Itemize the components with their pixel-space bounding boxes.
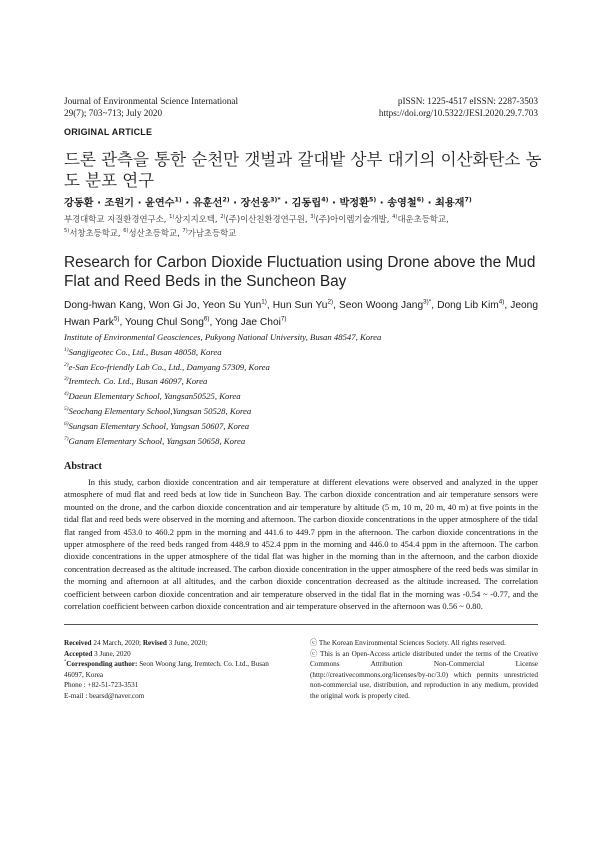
english-affiliation: $^{4)}$Daeun Elementary School, Yangsan50525, Korea (64, 391, 241, 402)
affiliation-mark: 6) (123, 228, 129, 235)
dates-line-2 (64, 649, 288, 660)
english-author: Dong-hwan Kang (64, 300, 143, 311)
korean-title: 드론 관측을 통한 순천만 갯벌과 갈대밭 상부 대기의 이산화탄소 농도 분포 연구 (64, 150, 542, 190)
affiliation-mark: 2) (64, 361, 69, 368)
korean-author: 윤연수$^{1)}$ (145, 196, 182, 209)
affiliation-mark: 6) (64, 420, 69, 427)
korean-author: 송영철$^{6)}$ (387, 196, 425, 209)
affiliation-mark: 1) (64, 346, 69, 353)
author-affiliation-mark: 3)* (270, 196, 281, 204)
author-affiliation-mark: 2) (327, 298, 334, 306)
english-author: Hun Sun Yu$^{2)}$ (272, 298, 334, 311)
email[interactable]: E-mail : bearsd@naver.com (64, 691, 145, 700)
author-affiliation-mark: 6) (203, 315, 210, 323)
journal-info (64, 95, 238, 119)
affiliation-mark: 4) (64, 391, 69, 398)
revised-label: Revised (142, 639, 167, 647)
affiliation-mark: 2) (220, 214, 226, 221)
korean-affiliation: $^{6)}$성산초등학교, (123, 228, 183, 238)
affiliation-mark: 7) (64, 435, 69, 442)
english-affiliation: Institute of Environmental Geosciences, Pukyong National University, Busan 48547, Korea (64, 332, 382, 342)
korean-affiliations (64, 212, 544, 240)
english-author: Seon Woong Jang$^{3)*}$ (339, 298, 432, 311)
affiliation-mark: 3) (64, 376, 69, 383)
korean-affiliation: 부경대학교 지질환경연구소, (64, 214, 170, 224)
korean-author: 유훈선$^{2)}$ (192, 196, 230, 209)
english-affiliation: $^{7)}$Ganam Elementary School, Yangsan 50658, Korea (64, 435, 246, 446)
korean-author: 최용재$^{7)}$ (435, 196, 472, 209)
license-text: ⓒ This is an Open-Access article distributed under the terms of the Creative Commons Attribution Non-Commercial License (http://creativecommons.org/licenses/by-nc/3.0) which permits unrestricted non-commercial use, distribution, and reproduction in any medium, provided the original work is properly cited. (310, 649, 538, 700)
affiliation-mark: 3) (310, 214, 316, 221)
korean-author: 김동립$^{4)}$ (291, 196, 329, 209)
issn: pISSN: 1225-4517 eISSN: 2287-3503 (397, 96, 538, 106)
footnote-dates-corresponding (64, 638, 288, 702)
revised-date: 3 June, 2020; (166, 639, 208, 647)
abstract-heading: Abstract (64, 461, 102, 472)
received-date: 24 March, 2020; (91, 639, 143, 647)
author-affiliation-mark: 1) (174, 196, 182, 204)
korean-affiliation: $^{2)}$(주)이산친환경연구원, (220, 214, 311, 224)
english-affiliation: $^{6)}$Sungsan Elementary School, Yangsan 50607, Korea (64, 420, 250, 431)
article-identifiers (379, 95, 538, 119)
author-affiliation-mark: 3)* (423, 298, 432, 306)
received-label: Received (64, 639, 92, 647)
corresponding-mark: * (64, 658, 67, 664)
journal-volume: 29(7); 703~713; July 2020 (64, 108, 163, 118)
korean-author: 박정환$^{5)}$ (339, 196, 377, 209)
english-affiliation: $^{3)}$Iremtech. Co. Ltd., Busan 46097, Korea (64, 376, 208, 387)
author-affiliation-mark: 7) (464, 196, 472, 204)
korean-author: 장선웅$^{3)*}$ (240, 196, 281, 209)
english-author: Dong Lib Kim$^{4)}$ (437, 298, 505, 311)
phone: Phone : +82-51-723-3531 (64, 681, 139, 690)
korean-affiliation: $^{3)}$(주)아이렘기술개발, (310, 214, 393, 224)
corresponding-author (64, 659, 288, 680)
author-affiliation-mark: 2) (222, 196, 230, 204)
journal-name: Journal of Environmental Science International (64, 96, 238, 106)
affiliation-mark: 5) (64, 228, 70, 235)
english-affiliation: $^{1)}$Sangjigeotec Co., Ltd., Busan 48058, Korea (64, 346, 222, 357)
korean-affiliation: $^{5)}$서창초등학교, (64, 228, 124, 238)
doi-link[interactable]: https://doi.org/10.5322/JESI.2020.29.7.703 (378, 108, 538, 118)
english-title: Research for Carbon Dioxide Fluctuation using Drone above the Mud Flat and Reed Beds in the Suncheon Bay (64, 254, 536, 290)
affiliation-mark: 4) (392, 214, 398, 221)
affiliation-mark: 5) (64, 406, 69, 413)
english-affiliation: $^{2)}$e-San Eco-friendly Lab Co., Ltd., Damyang 57309, Korea (64, 361, 270, 372)
author-affiliation-mark: 7) (280, 315, 287, 323)
footnote-divider (64, 624, 538, 625)
author-affiliation-mark: 6) (416, 196, 425, 204)
korean-affiliation: $^{7)}$가남초등학교 (182, 228, 237, 238)
english-affiliations (64, 330, 544, 448)
accepted-date: 3 June, 2020 (92, 649, 131, 658)
author-affiliation-mark: 4) (321, 196, 329, 204)
english-author: Yong Jae Choi$^{7)}$ (214, 315, 287, 328)
author-affiliation-mark: 4) (498, 298, 505, 306)
english-author: Young Chul Song$^{6)}$ (124, 315, 210, 328)
english-author: Yeon Su Yun$^{1)}$ (202, 298, 267, 311)
author-affiliation-mark: 1) (261, 298, 267, 306)
english-author: Jeong Hwan Park$^{5)}$ (64, 300, 539, 328)
english-affiliation: $^{5)}$Seochang Elementary School,Yangsan 50528, Korea (64, 405, 252, 416)
affiliation-mark: 7) (182, 228, 188, 235)
english-authors: Dong-hwan Kang, Won Gi Jo, Yeon Su Yun$^{1)}$, Hun Sun Yu$^{2)}$, Seon Woong Jang$^{3)*}$, Dong Lib Kim$^{4)}$, Jeong Hwan Park$^{5)}$, Young Chul Song$^{6)}$, Yong Jae Choi$^{7)}$ (64, 298, 539, 328)
corresponding-text: Seon Woong Jang, Iremtech. Co. Ltd., Busan 46097, Korea (64, 660, 269, 679)
footnote-copyright (310, 638, 538, 702)
english-author: Won Gi Jo (148, 300, 197, 311)
korean-affiliation: $^{4)}$대운초등학교, (392, 214, 449, 224)
dates-line-1 (64, 638, 288, 649)
corresponding-label: Corresponding author: (66, 660, 138, 669)
korean-author: 강동환 (64, 198, 94, 209)
author-affiliation-mark: 5) (113, 315, 120, 323)
abstract-body: In this study, carbon dioxide concentration and air temperature at different elevations were observed and analyzed in the upper atmosphere of mud flat and reed beds at low tide in Suncheon Bay. The carbon dioxide concentration and air temperature sensors were mounted on the drone, and the carbon dioxide concentration and air temperature by altitude (5 m, 10 m, 20 m, 40 m) at five points in the tidal flat and reed beds were observed in the morning and afternoon. The carbon dioxide concentrations in the upper atmosphere of the tidal flat ranged from 453.0 to 460.2 ppm in the morning and 441.6 to 449.7 ppm in the afternoon. The carbon dioxide concentrations in the upper atmosphere of the reed beds ranged from 448.9 to 452.4 ppm in the morning and 446.0 to 454.4 ppm in the afternoon. The carbon dioxide concentrations in the upper atmosphere of the tidal flat was higher in the morning than in the afternoon, and the carbon dioxide concentration decreased as the altitude increased. The carbon dioxide concentration in the upper atmosphere of the reed beds was similar in the morning and afternoon at all altitudes, and the carbon dioxide concentration decreased as the altitude increased. The correlation coefficient between carbon dioxide concentration and air temperature observed in the tidal flat in the morning was -0.54 ~ -0.77, and the correlation coefficient between carbon dioxide concentration and air temperature observed in the afternoon was 0.56 ~ 0.80. (64, 477, 538, 612)
accepted-label: Accepted (64, 649, 93, 658)
copyright-text: ⓒ The Korean Environmental Sciences Society. All rights reserved. (310, 639, 506, 647)
article-type: ORIGINAL ARTICLE (64, 127, 153, 137)
korean-author: 조원기 (104, 198, 135, 209)
affiliation-mark: 1) (169, 214, 175, 221)
korean-affiliation: $^{1)}$상지지오텍, (169, 214, 221, 224)
author-affiliation-mark: 5) (368, 196, 377, 204)
korean-authors: 강동환 · 조원기 · 윤연수$^{1)}$ · 유훈선$^{2)}$ · 장선웅$^{3)*}$ · 김동립$^{4)}$ · 박정환$^{5)}$ · 송영철$^{6)}$ · 최용재$^{7)}$ (64, 196, 472, 209)
